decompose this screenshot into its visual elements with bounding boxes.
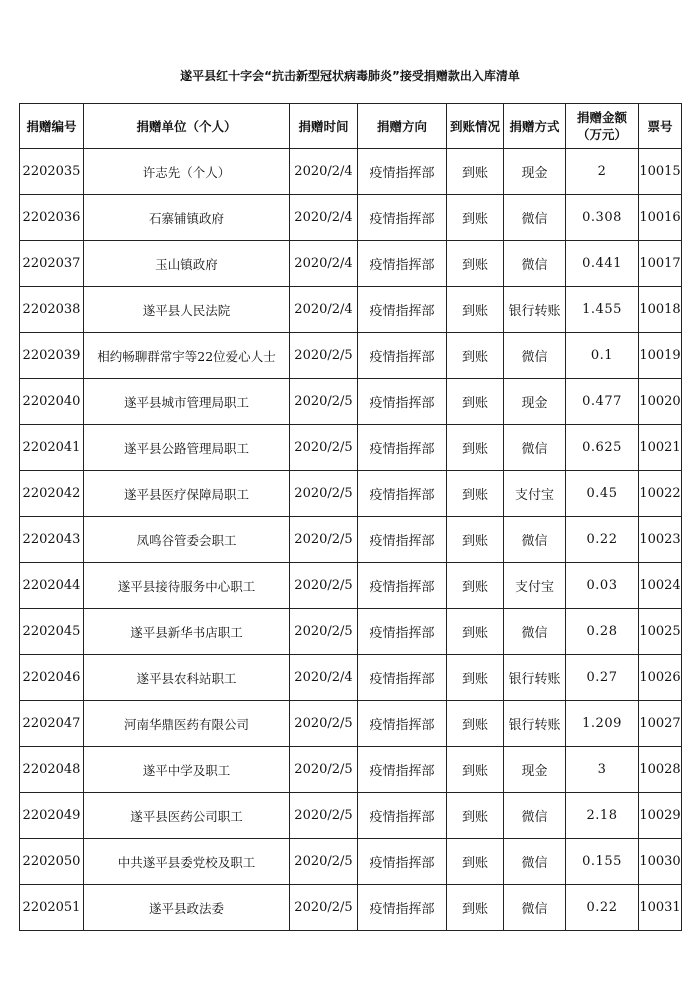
cell-unit: 遂平县公路管理局职工 bbox=[84, 425, 290, 471]
cell-direction: 疫情指挥部 bbox=[358, 701, 447, 747]
cell-amount: 2 bbox=[566, 149, 639, 195]
cell-method: 现金 bbox=[504, 747, 566, 793]
cell-ticket: 10018 bbox=[639, 287, 682, 333]
cell-time: 2020/2/4 bbox=[290, 149, 358, 195]
cell-id: 2202047 bbox=[20, 701, 84, 747]
cell-ticket: 10027 bbox=[639, 701, 682, 747]
table-row bbox=[20, 471, 682, 517]
cell-time: 2020/2/5 bbox=[290, 563, 358, 609]
cell-unit: 遂平县医药公司职工 bbox=[84, 793, 290, 839]
cell-time: 2020/2/5 bbox=[290, 701, 358, 747]
cell-status: 到账 bbox=[447, 149, 504, 195]
table-row bbox=[20, 287, 682, 333]
cell-unit: 遂平县农科站职工 bbox=[84, 655, 290, 701]
cell-direction: 疫情指挥部 bbox=[358, 333, 447, 379]
cell-direction: 疫情指挥部 bbox=[358, 379, 447, 425]
cell-ticket: 10029 bbox=[639, 793, 682, 839]
cell-ticket: 10025 bbox=[639, 609, 682, 655]
cell-method: 现金 bbox=[504, 149, 566, 195]
cell-direction: 疫情指挥部 bbox=[358, 793, 447, 839]
cell-direction: 疫情指挥部 bbox=[358, 149, 447, 195]
cell-ticket: 10016 bbox=[639, 195, 682, 241]
cell-status: 到账 bbox=[447, 747, 504, 793]
cell-ticket: 10026 bbox=[639, 655, 682, 701]
cell-time: 2020/2/5 bbox=[290, 425, 358, 471]
table-row bbox=[20, 195, 682, 241]
cell-id: 2202049 bbox=[20, 793, 84, 839]
cell-method: 银行转账 bbox=[504, 701, 566, 747]
cell-ticket: 10028 bbox=[639, 747, 682, 793]
cell-ticket: 10024 bbox=[639, 563, 682, 609]
cell-id: 2202051 bbox=[20, 885, 84, 931]
cell-direction: 疫情指挥部 bbox=[358, 195, 447, 241]
cell-id: 2202037 bbox=[20, 241, 84, 287]
cell-ticket: 10022 bbox=[639, 471, 682, 517]
cell-status: 到账 bbox=[447, 471, 504, 517]
cell-amount: 0.308 bbox=[566, 195, 639, 241]
cell-id: 2202042 bbox=[20, 471, 84, 517]
cell-id: 2202040 bbox=[20, 379, 84, 425]
cell-ticket: 10021 bbox=[639, 425, 682, 471]
cell-time: 2020/2/4 bbox=[290, 655, 358, 701]
cell-id: 2202044 bbox=[20, 563, 84, 609]
table-row bbox=[20, 655, 682, 701]
cell-method: 微信 bbox=[504, 195, 566, 241]
cell-unit: 遂平县接待服务中心职工 bbox=[84, 563, 290, 609]
cell-method: 微信 bbox=[504, 793, 566, 839]
header-amount-line2: （万元） bbox=[576, 127, 627, 142]
cell-status: 到账 bbox=[447, 701, 504, 747]
cell-time: 2020/2/5 bbox=[290, 839, 358, 885]
cell-amount: 0.477 bbox=[566, 379, 639, 425]
cell-direction: 疫情指挥部 bbox=[358, 747, 447, 793]
cell-status: 到账 bbox=[447, 333, 504, 379]
cell-time: 2020/2/5 bbox=[290, 609, 358, 655]
cell-method: 微信 bbox=[504, 839, 566, 885]
cell-direction: 疫情指挥部 bbox=[358, 609, 447, 655]
cell-id: 2202039 bbox=[20, 333, 84, 379]
cell-unit: 遂平县城市管理局职工 bbox=[84, 379, 290, 425]
header-amount bbox=[566, 104, 639, 149]
cell-status: 到账 bbox=[447, 839, 504, 885]
cell-direction: 疫情指挥部 bbox=[358, 241, 447, 287]
table-row bbox=[20, 563, 682, 609]
cell-id: 2202045 bbox=[20, 609, 84, 655]
table-row bbox=[20, 701, 682, 747]
cell-amount: 0.28 bbox=[566, 609, 639, 655]
cell-direction: 疫情指挥部 bbox=[358, 885, 447, 931]
cell-status: 到账 bbox=[447, 563, 504, 609]
cell-ticket: 10031 bbox=[639, 885, 682, 931]
cell-amount: 1.455 bbox=[566, 287, 639, 333]
cell-time: 2020/2/5 bbox=[290, 379, 358, 425]
cell-id: 2202041 bbox=[20, 425, 84, 471]
cell-unit: 遂平县医疗保障局职工 bbox=[84, 471, 290, 517]
table-row bbox=[20, 425, 682, 471]
cell-unit: 相约畅聊群常宇等22位爱心人士 bbox=[84, 333, 290, 379]
cell-ticket: 10020 bbox=[639, 379, 682, 425]
cell-id: 2202046 bbox=[20, 655, 84, 701]
cell-status: 到账 bbox=[447, 379, 504, 425]
cell-method: 微信 bbox=[504, 333, 566, 379]
header-time: 捐赠时间 bbox=[290, 104, 358, 149]
cell-method: 银行转账 bbox=[504, 655, 566, 701]
cell-amount: 3 bbox=[566, 747, 639, 793]
table-row bbox=[20, 609, 682, 655]
document-title: 遂平县红十字会“抗击新型冠状病毒肺炎”接受捐赠款出入库清单 bbox=[180, 69, 520, 83]
cell-amount: 0.27 bbox=[566, 655, 639, 701]
table-row bbox=[20, 333, 682, 379]
cell-status: 到账 bbox=[447, 609, 504, 655]
cell-amount: 2.18 bbox=[566, 793, 639, 839]
table-row bbox=[20, 517, 682, 563]
table-row bbox=[20, 241, 682, 287]
cell-amount: 0.03 bbox=[566, 563, 639, 609]
cell-status: 到账 bbox=[447, 655, 504, 701]
cell-amount: 0.441 bbox=[566, 241, 639, 287]
table-row bbox=[20, 379, 682, 425]
cell-method: 微信 bbox=[504, 885, 566, 931]
cell-time: 2020/2/5 bbox=[290, 333, 358, 379]
cell-unit: 遂平县政法委 bbox=[84, 885, 290, 931]
cell-ticket: 10015 bbox=[639, 149, 682, 195]
cell-amount: 0.22 bbox=[566, 517, 639, 563]
cell-id: 2202048 bbox=[20, 747, 84, 793]
header-status: 到账情况 bbox=[447, 104, 504, 149]
cell-unit: 遂平县人民法院 bbox=[84, 287, 290, 333]
cell-direction: 疫情指挥部 bbox=[358, 425, 447, 471]
cell-method: 微信 bbox=[504, 241, 566, 287]
cell-unit: 石寨铺镇政府 bbox=[84, 195, 290, 241]
cell-amount: 0.155 bbox=[566, 839, 639, 885]
cell-ticket: 10017 bbox=[639, 241, 682, 287]
cell-amount: 0.45 bbox=[566, 471, 639, 517]
table-header-row bbox=[20, 104, 682, 149]
cell-status: 到账 bbox=[447, 517, 504, 563]
cell-unit: 遂平县新华书店职工 bbox=[84, 609, 290, 655]
cell-amount: 0.625 bbox=[566, 425, 639, 471]
cell-method: 微信 bbox=[504, 517, 566, 563]
table-row bbox=[20, 747, 682, 793]
table-row bbox=[20, 839, 682, 885]
cell-status: 到账 bbox=[447, 885, 504, 931]
cell-method: 支付宝 bbox=[504, 563, 566, 609]
cell-amount: 0.22 bbox=[566, 885, 639, 931]
cell-status: 到账 bbox=[447, 425, 504, 471]
cell-time: 2020/2/5 bbox=[290, 471, 358, 517]
cell-unit: 玉山镇政府 bbox=[84, 241, 290, 287]
cell-method: 银行转账 bbox=[504, 287, 566, 333]
cell-time: 2020/2/4 bbox=[290, 195, 358, 241]
cell-unit: 遂平中学及职工 bbox=[84, 747, 290, 793]
cell-id: 2202036 bbox=[20, 195, 84, 241]
header-unit: 捐赠单位（个人） bbox=[84, 104, 290, 149]
header-direction: 捐赠方向 bbox=[358, 104, 447, 149]
cell-amount: 1.209 bbox=[566, 701, 639, 747]
cell-method: 支付宝 bbox=[504, 471, 566, 517]
cell-ticket: 10023 bbox=[639, 517, 682, 563]
cell-time: 2020/2/5 bbox=[290, 885, 358, 931]
cell-status: 到账 bbox=[447, 287, 504, 333]
table-row bbox=[20, 793, 682, 839]
header-ticket: 票号 bbox=[639, 104, 682, 149]
cell-method: 微信 bbox=[504, 609, 566, 655]
cell-time: 2020/2/5 bbox=[290, 747, 358, 793]
cell-time: 2020/2/5 bbox=[290, 793, 358, 839]
table-row bbox=[20, 885, 682, 931]
cell-status: 到账 bbox=[447, 195, 504, 241]
cell-time: 2020/2/4 bbox=[290, 241, 358, 287]
header-id: 捐赠编号 bbox=[20, 104, 84, 149]
cell-id: 2202038 bbox=[20, 287, 84, 333]
cell-status: 到账 bbox=[447, 241, 504, 287]
cell-ticket: 10019 bbox=[639, 333, 682, 379]
cell-unit: 中共遂平县委党校及职工 bbox=[84, 839, 290, 885]
donation-table bbox=[19, 103, 682, 931]
cell-direction: 疫情指挥部 bbox=[358, 839, 447, 885]
cell-direction: 疫情指挥部 bbox=[358, 287, 447, 333]
cell-method: 微信 bbox=[504, 425, 566, 471]
cell-direction: 疫情指挥部 bbox=[358, 563, 447, 609]
cell-id: 2202043 bbox=[20, 517, 84, 563]
header-method: 捐赠方式 bbox=[504, 104, 566, 149]
cell-direction: 疫情指挥部 bbox=[358, 471, 447, 517]
cell-time: 2020/2/4 bbox=[290, 287, 358, 333]
table-row bbox=[20, 149, 682, 195]
cell-direction: 疫情指挥部 bbox=[358, 517, 447, 563]
cell-time: 2020/2/5 bbox=[290, 517, 358, 563]
header-amount-line1: 捐赠金额 bbox=[576, 110, 627, 125]
cell-unit: 凤鸣谷管委会职工 bbox=[84, 517, 290, 563]
cell-ticket: 10030 bbox=[639, 839, 682, 885]
cell-id: 2202035 bbox=[20, 149, 84, 195]
cell-unit: 许志先（个人） bbox=[84, 149, 290, 195]
cell-id: 2202050 bbox=[20, 839, 84, 885]
cell-method: 现金 bbox=[504, 379, 566, 425]
cell-unit: 河南华鼎医药有限公司 bbox=[84, 701, 290, 747]
cell-direction: 疫情指挥部 bbox=[358, 655, 447, 701]
cell-amount: 0.1 bbox=[566, 333, 639, 379]
cell-status: 到账 bbox=[447, 793, 504, 839]
